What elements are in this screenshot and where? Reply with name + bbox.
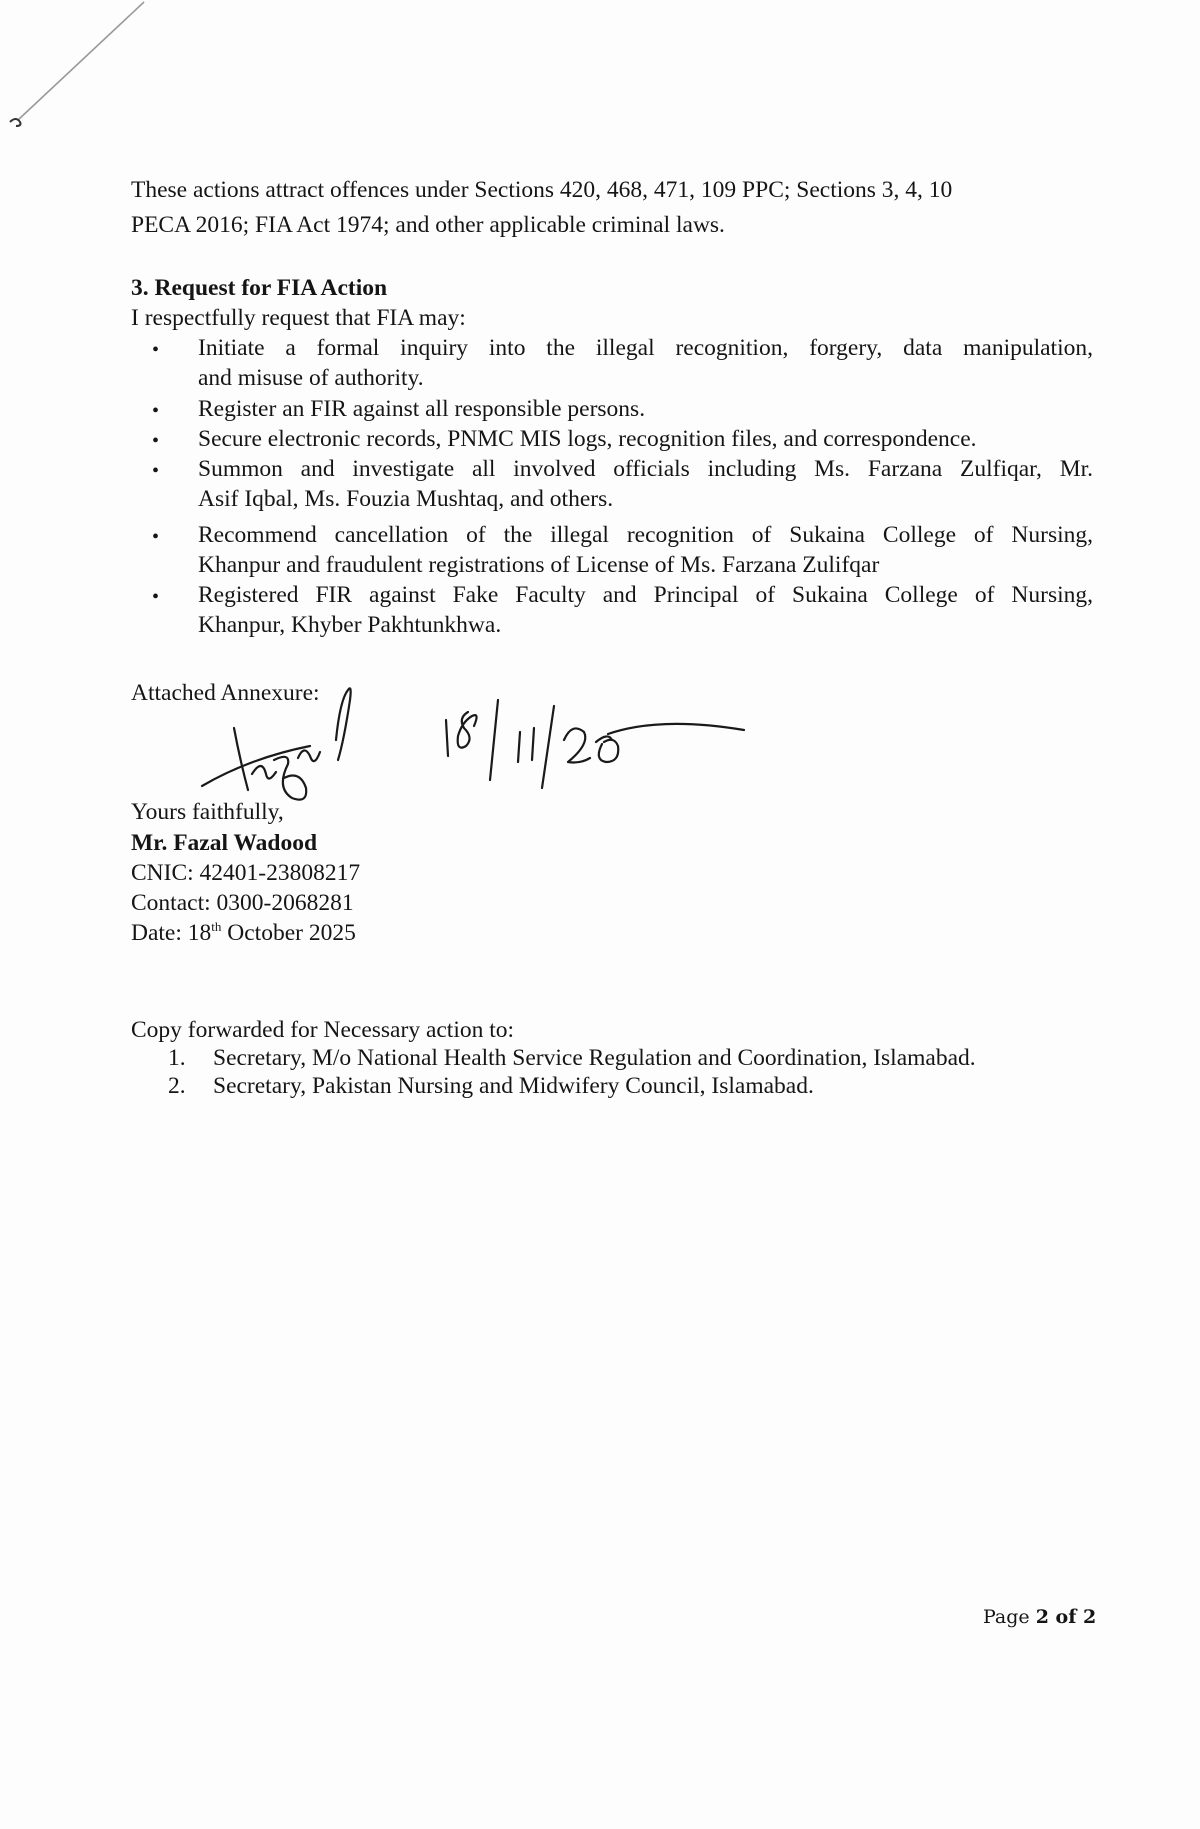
page-word: Page [983, 1606, 1030, 1628]
date-prefix: Date: 18 [131, 920, 212, 946]
signatory-name: Mr. Fazal Wadood [131, 830, 318, 856]
list-item: Recommend cancellation of the illegal recognition of Sukaina College of Nursing, [198, 522, 1093, 548]
page-count: 2 of 2 [1035, 1606, 1097, 1628]
copy-item: Secretary, M/o National Health Service Regulation and Coordination, Islamabad. [213, 1045, 976, 1071]
bullet-icon: • [152, 400, 160, 422]
date-suffix: October 2025 [221, 920, 356, 946]
copy-item-number: 1. [168, 1045, 186, 1071]
request-intro: I respectfully request that FIA may: [131, 305, 466, 331]
bullet-icon: • [152, 460, 160, 482]
list-item-continuation: Asif Iqbal, Ms. Fouzia Mushtaq, and others. [198, 486, 614, 512]
signatory-contact: Contact: 0300-2068281 [131, 890, 354, 916]
list-item: Register an FIR against all responsible persons. [198, 396, 646, 422]
bullet-icon: • [152, 526, 160, 548]
list-item: Secure electronic records, PNMC MIS logs, recognition files, and correspondence. [198, 426, 977, 452]
page-number [983, 1606, 1096, 1628]
bullet-icon: • [152, 586, 160, 608]
offences-line-1: These actions attract offences under Sections 420, 468, 471, 109 PPC; Sections 3, 4, 10 [131, 177, 953, 203]
closing-salutation: Yours faithfully, [131, 799, 284, 825]
list-item-continuation: Khanpur, Khyber Pakhtunkhwa. [198, 612, 502, 638]
date-ordinal: th [211, 919, 222, 935]
list-item-continuation: and misuse of authority. [198, 365, 424, 391]
list-item-continuation: Khanpur and fraudulent registrations of License of Ms. Farzana Zulifqar [198, 552, 880, 578]
annexure-label: Attached Annexure: [131, 680, 320, 706]
copy-item-number: 2. [168, 1073, 186, 1099]
copy-forwarded-heading: Copy forwarded for Necessary action to: [131, 1017, 515, 1043]
bullet-icon: • [152, 339, 160, 361]
bullet-icon: • [152, 430, 160, 452]
list-item: Summon and investigate all involved officials including Ms. Farzana Zulfiqar, Mr. [198, 456, 1093, 482]
signatory-cnic: CNIC: 42401-23808217 [131, 860, 361, 886]
list-item: Initiate a formal inquiry into the illegal recognition, forgery, data manipulation, [198, 335, 1093, 361]
list-item: Registered FIR against Fake Faculty and Principal of Sukaina College of Nursing, [198, 582, 1093, 608]
letter-date [131, 918, 356, 948]
pen-mark [0, 0, 160, 140]
copy-item: Secretary, Pakistan Nursing and Midwifery Council, Islamabad. [213, 1073, 814, 1099]
offences-line-2: PECA 2016; FIA Act 1974; and other applicable criminal laws. [131, 212, 725, 238]
section-heading: 3. Request for FIA Action [131, 275, 388, 301]
